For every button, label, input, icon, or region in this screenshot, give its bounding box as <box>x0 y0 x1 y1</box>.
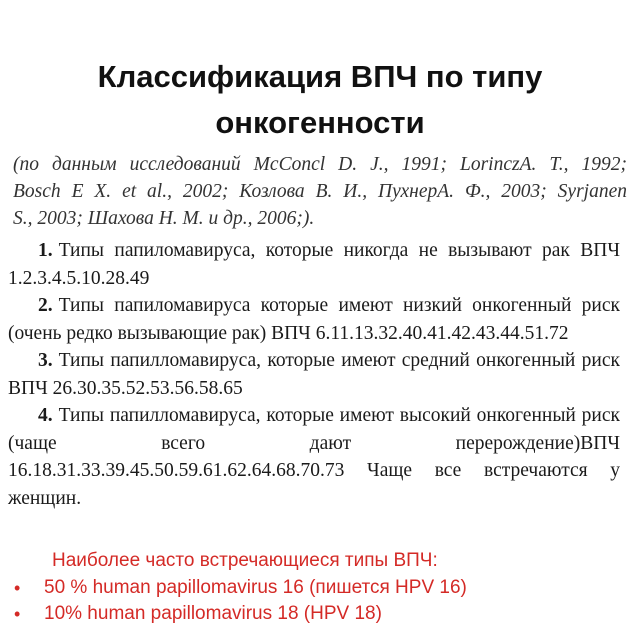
list-item <box>8 237 620 292</box>
item-text: Типы папиломавируса, которые никогда не вызывают рак ВПЧ 1.2.3.4.5.10.28.49 <box>8 240 620 289</box>
title-line-1: Классификация ВПЧ по типу <box>97 59 543 94</box>
bullet-text: 10% human papillomavirus 18 (HPV 18) <box>44 603 382 624</box>
bullet-item <box>8 601 620 627</box>
bullet-item <box>8 575 620 601</box>
bullet-dot-icon: • <box>14 604 21 624</box>
title-line-2: онкогенности <box>215 105 425 140</box>
highlight-block <box>8 547 620 627</box>
list-item <box>8 347 620 402</box>
source-line-1: (по данным исследований McConcl D. J., 1991; LorinczA. T., 1992; <box>13 154 627 175</box>
highlight-bullets <box>8 575 620 627</box>
list-item <box>8 292 620 347</box>
source-line-2: Bosch E X. et al., 2002; Козлова В. И., ПухнерА. Ф., 2003; Syrjanen <box>13 181 627 202</box>
source-citation <box>13 151 627 232</box>
item-number: 4. <box>38 405 53 426</box>
item-text: Типы папилломавируса, которые имеют средний онкогенный риск ВПЧ 26.30.35.52.53.56.58.65 <box>8 350 620 399</box>
item-number: 3. <box>38 350 53 371</box>
bullet-dot-icon: • <box>14 578 21 598</box>
list-item <box>8 402 620 512</box>
bullet-text: 50 % human papillomavirus 16 (пишется HPV 16) <box>44 577 467 598</box>
item-number: 2. <box>38 295 53 316</box>
item-number: 1. <box>38 240 53 261</box>
source-line-3: S., 2003; Шахова Н. М. и др., 2006;). <box>13 208 315 229</box>
highlight-heading: Наиболее часто встречающиеся типы ВПЧ: <box>52 550 438 571</box>
item-text: Типы папиломавируса которые имеют низкий онкогенный риск (очень редко вызывающие рак) ВПЧ 6.11.13.32.40.41.42.43.44.51.72 <box>8 295 620 344</box>
classification-list <box>8 237 620 512</box>
page-title <box>30 54 610 146</box>
item-text: Типы папилломавируса, которые имеют высокий онкогенный риск (чаще всего дают перерождение)ВПЧ 16.18.31.33.39.45.50.59.61.62.64.68.70.73 Чаще все встречаются у женщин. <box>8 405 620 509</box>
